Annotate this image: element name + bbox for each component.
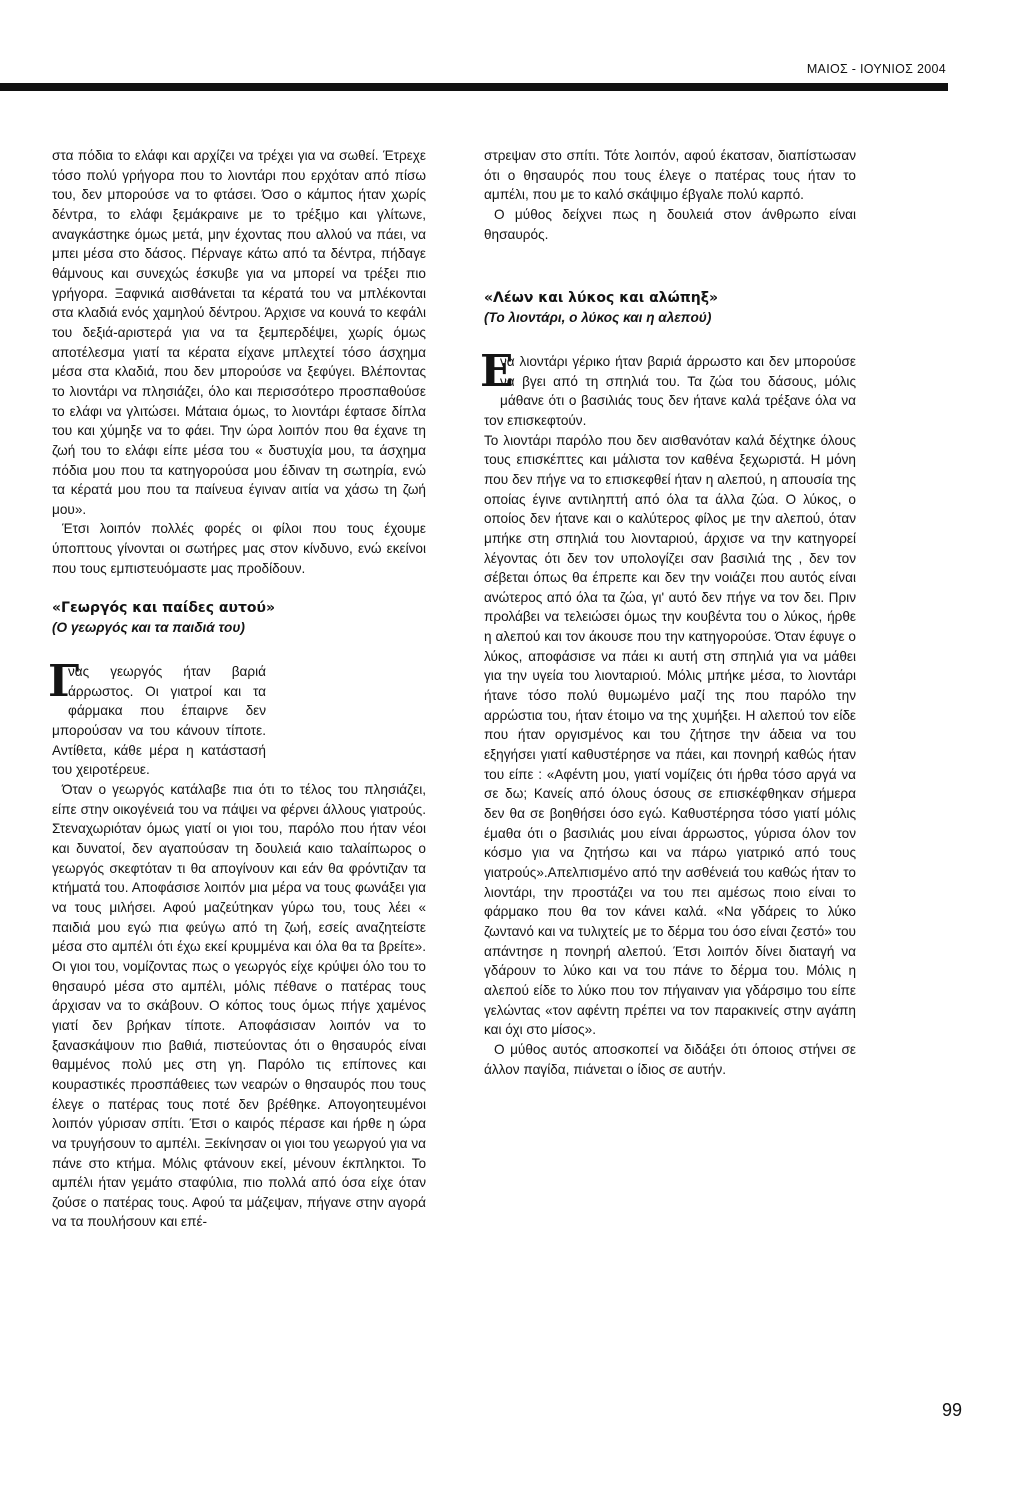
intro-paragraph: στα πόδια το ελάφι και αρχίζει να τρέχει για να σωθεί. Έτρεχε τόσο πολύ γρήγορα που το λιοντάρι που ερχόταν από πίσω του, δεν μπορούσε να το φτάσει. Όσο ο κάμπος ήταν χωρίς δέντρα, το ελάφι ξεμάκραινε με το τρέξιμο και γλίτωνε, αναγκάστηκε όμως μετά, μην έχοντας που αλλού να πάει, να μπει μέσα στο δάσος. Πέρναγε κάτω από τα δέντρα, πήδαγε θάμνους και συνεχώς έσκυβε για να μπορεί να τρέξει πιο γρήγορα. Ξαφνικά αισθάνεται τα κέρατά του να μπλέκονται στα κλαδιά ενός χαμηλού δέντρου. Άρχισε να κουνά το κεφάλι του δεξιά-αριστερά για να τα ξεμπερδέψει, χωρίς όμως αποτέλεσμα γιατί τα κέρατα είχανε μπλεχτεί τόσο άσχημα μέσα στα κλαδιά, που δεν μπορούσε να ξεφύγει. Βλέποντας το λιοντάρι να πλησιάζει, όλο και περισσότερο προσπαθούσε το ελάφι να γλιτώσει. Μάταια όμως, το λιοντάρι έφτασε δίπλα του και χύμηξε να το φάει. Την ώρα λοιπόν που θα έχανε τη ζωή του το ελάφι είπε μέσα του « δυστυχία μου, τα άσχημα πόδια μου που τα κατηγορούσα μου έδιναν τη σωτηρία, ενώ τα κέρατά μου που τα παίνευα έγιναν αιτία να χάσω τη ζωή μου». [52,148,426,517]
story2-opening-text: νας γεωργός ήταν βαριά άρρωστος. Οι γιατροί και τα φάρμακα που έπαιρνε δεν μπορούσαν να του κάνουν τίποτε. Αντίθετα, κάθε μέρα η κατάστασή του χειροτέρευε. [52,664,266,778]
story3-subtitle: (Το λιοντάρι, ο λύκος και η αλεπού) [484,310,712,326]
story3-body: Το λιοντάρι παρόλο που δεν αισθανόταν καλά δέχτηκε όλους τους επισκέπτες και μάλιστα τον καθένα ξεχωριστά. Η μόνη που δεν πήγε να το επισκεφθεί ήταν η αλεπού, η απουσία της οποίας έγινε αντιληπτή από όλα τα άλλα ζώα. Ο λύκος, ο οποίος δεν ήτανε και ο καλύτερος φίλος με την αλεπού, όταν μπήκε στη σπηλιά του λιονταριού, άρχισε να την κατηγορεί λέγοντας ότι δεν τον υπολογίζει σαν βασιλιά της , δεν τον σέβεται όπως θα έπρεπε και δεν την νοιάζει που αυτός είναι ανώτερος από όλα τα ζώα, γι' αυτό δεν πήγε να τον δει. Πριν προλάβει να τελειώσει όμως την κουβέντα του ο λύκος, ήρθε η αλεπού και τον άκουσε που την κατηγορούσε. Όταν έφυγε ο λύκος, αποφάσισε να πάει κι αυτή στη σπηλιά για να μάθει για την υγεία του λιονταριού. Μόλις μπήκε μέσα, το λιοντάρι ήτανε τόσο πολύ θυμωμένο μαζί της που παρόλο την αρρώστια του, ήταν έτοιμο να της χυμήξει. Η αλεπού τον είδε που ήταν οργισμένος και του ζήτησε την άδεια να του εξηγήσει γιατί καθυστέρησε να πάει, και πονηρή καθώς ήταν του είπε : «Αφέντη μου, γιατί νομίζεις ότι ήρθα τόσο αργά να σε δω; Κανείς από όλους όσους σε επισκέφθηκαν σήμερα δεν θα σε βοηθήσει όσο εγώ. Καθυστέρησα τόσο γιατί μόλις έμαθα ότι ο βασιλιάς μου είναι άρρωστος, γύρισα όλον τον κόσμο για να ζητήσω και να πάρω γιατρικό από τους γιατρούς».Απελπισμένο από την ασθένειά του καθώς ήταν το λιοντάρι, την προστάζει να του πει αμέσως ποιο είναι το φάρμακο που θα τον κάνει καλά. «Να γδάρεις το λύκο ζωντανό και να τυλιχτείς με το δέρμα του όσο είναι ζεστό» του απάντησε η πονηρή αλεπού. Έτσι λοιπόν δίνει διαταγή να γδάρουν το λύκο και να του πάνε το δέρμα του. Μόλις η αλεπού είδε το λύκο που τον πήγαιναν για γδάρσιμο του είπε γελώντας «τον αφέντη πρέπει να τον παρακινείς στην αγάπη και όχι στο μίσος». [484,432,856,1038]
story3-title: «Λέων και λύκος και αλώπηξ» [484,290,719,307]
story2-body: Όταν ο γεωργός κατάλαβε πια ότι το τέλος του πλησιάζει, είπε στην οικογένειά του να πάψει να φέρνει άλλους γιατρούς. Στεναχωριόταν όμως γιατί οι γιοι του, παρόλο που ήταν νέοι και δυνατοί, δεν αγαπούσαν τη δουλειά καιο ταλαίπωρος ο γεωργός σκεφτόταν τι θα απογίνουν και εάν θα φρόντιζαν τα κτήματά του. Αποφάσισε λοιπόν μια μέρα να τους φωνάξει για να τους μιλήσει. Αφού μαζεύτηκαν γύρω του, τους λέει « παιδιά μου εγώ πια φεύγω από τη ζωή, εσείς αναζητείστε μέσα στο αμπέλι ότι έχω εκεί κρυμμένα και όλα θα τα βρείτε». Οι γιοι του, νομίζοντας πως ο γεωργός είχε κρύψει όλο του το θησαυρό μέσα στο αμπέλι, μόλις πέθανε ο πατέρας τους άρχισαν να το σκάβουν. Ο κόπος τους όμως πήγε χαμένος γιατί δεν βρήκαν τίποτε. Αποφάσισαν λοιπόν να το ξανασκάψουν πιο βαθιά, πιστεύοντας ότι ο θησαυρός είναι θαμμένος πολύ μες στη γη. Παρόλο τις επίπονες και κουραστικές προσπάθειες των νεαρών ο θησαυρός που τους έλεγε ο πατέρας τους ποτέ δεν βρέθηκε. Απογοητευμένοι λοιπόν γύρισαν σπίτι. Έτσι ο καιρός πέρασε και ήρθε η ώρα να τρυγήσουν το αμπέλι. Ξεκίνησαν οι γιοι του γεωργού για να πάνε στο κτήμα. Μόλις φτάνουν εκεί, μένουν έκπληκτοι. Το αμπέλι ήταν γεμάτο σταφύλια, πιο πολλά από όσα είχε όταν ζούσε ο πατέρας τους. Αφού τα μάζεψαν, πήγανε στην αγορά να τα πουλήσουν και επέ- [52,782,426,1230]
right-column [480,146,856,1079]
page-number: 99 [941,1400,962,1420]
header-rule [0,83,948,91]
story3-moral: Ο μύθος αυτός αποσκοπεί να διδάξει ότι όποιος στήνει σε άλλον παγίδα, πιάνεται ο ίδιος σε αυτήν. [484,1041,856,1077]
story2-continuation: στρεψαν στο σπίτι. Τότε λοιπόν, αφού έκατσαν, διαπίστωσαν ότι ο θησαυρός που τους έλεγε ο πατέρας τους ήταν το αμπέλι, που με το καλό σκάψιμο έβγαλε πολύ καρπό. [484,148,856,203]
story3-opening [480,345,856,431]
story2-dropcap: Γ [48,656,80,708]
header-date: ΜΑΙΟΣ - ΙΟΥΝΙΟΣ 2004 [806,62,946,76]
story3-opening-text: να λιοντάρι γέρικο ήταν βαριά άρρωστο και δεν μπορούσε να βγει από τη σπηλιά του. Τα ζώα του δάσους, μόλις μάθανε ότι ο βασιλιάς τους δεν ήτανε καλά τρέξανε όλα να τον επισκεφτούν. [484,353,856,428]
left-column [48,146,426,1232]
intro-moral: Έτσι λοιπόν πολλές φορές οι φίλοι που τους έχουμε ύποπτους γίνονται οι σωτήρες μας στον κίνδυνο, ενώ εκείνοι που τους εμπιστευόμαστε μας προδίδουν. [52,521,426,576]
story2-subtitle: (Ο γεωργός και τα παιδιά του) [52,620,245,636]
story2-moral: Ο μύθος δείχνει πως η δουλειά στον άνθρωπο είναι θησαυρός. [484,206,856,242]
story2-title: «Γεωργός και παίδες αυτού» [52,600,276,617]
story2-opening [48,656,266,780]
story3-dropcap: Ε [480,345,514,397]
